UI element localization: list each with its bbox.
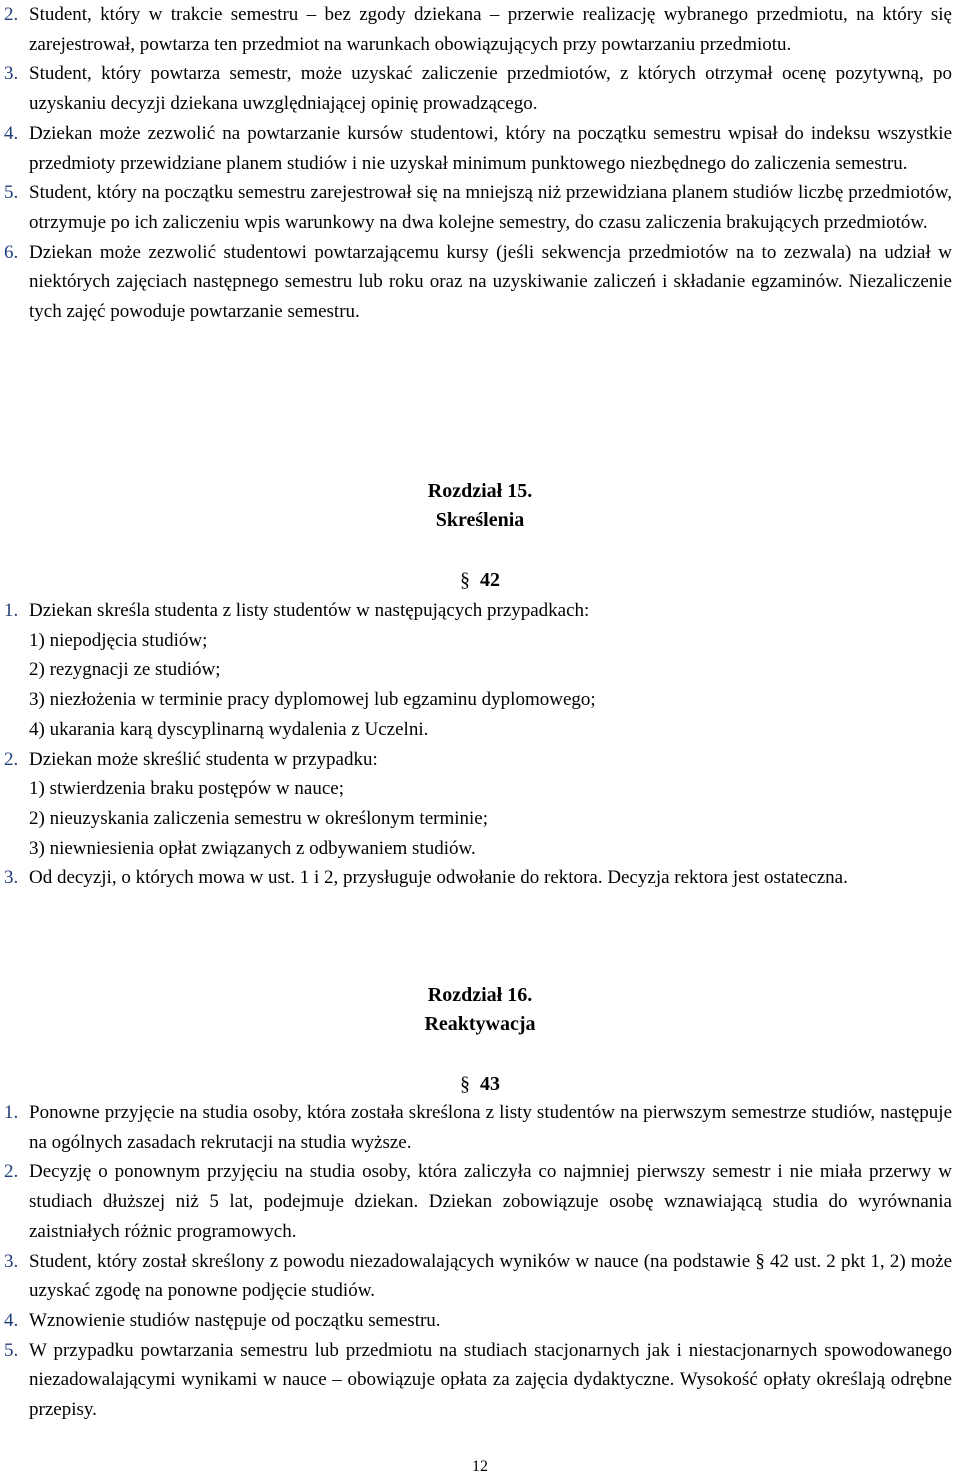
paragraph-number: 6.: [4, 241, 19, 263]
ch16-paragraph-5: [0, 1336, 960, 1425]
paragraph-number: 1.: [4, 600, 19, 621]
list-item: 2) nieuzyskania zaliczenia semestru w określonym terminie;: [29, 807, 489, 829]
paragraph-number: 3.: [4, 63, 19, 85]
paragraph-text: Student, który powtarza semestr, może uzyskać zaliczenie przedmiotów, z których otrzymał ocenę pozytywną, po uzyskaniu decyzji dziekana uwzględniającej opinię prowadzącego.: [29, 63, 952, 115]
paragraph-text: Wznowienie studiów następuje od początku semestru.: [29, 1309, 441, 1331]
chapter-15-title: Rozdział 15.: [427, 480, 533, 502]
paragraph-text: Dziekan może skreślić studenta w przypadku:: [29, 748, 378, 770]
ch15-paragraph-3: [0, 863, 960, 893]
paragraph-5: [0, 178, 960, 237]
ch16-paragraph-3: [0, 1247, 960, 1306]
paragraph-text: Ponowne przyjęcie na studia osoby, która została skreślona z listy studentów na pierwszym semestrze studiów, następuje na ogólnych zasadach rekrutacji na studia wyższe.: [29, 1102, 952, 1153]
list-item: 4) ukarania karą dyscyplinarną wydalenia z Uczelni.: [29, 718, 429, 740]
paragraph-text: Student, który na początku semestru zarejestrował się na mniejszą niż przewidziana planem studiów liczbę przedmiotów, otrzymuje po ich zaliczeniu wpis warunkowy na dwa kolejne semestry, do czasu zaliczenia brakujących przedmiotów.: [29, 182, 952, 233]
paragraph-text: W przypadku powtarzania semestru lub przedmiotu na studiach stacjonarnych jak i niestacjonarnych spowodowanego niezadowalającymi wynikami w nauce – obowiązuje opłata za zajęcia dydaktyczne. Wysokość opłaty określają odrębne przepisy.: [29, 1339, 952, 1421]
ch15-paragraph-1: [0, 596, 960, 626]
ch16-paragraph-2: [0, 1157, 960, 1246]
paragraph-number: 4.: [4, 122, 19, 144]
page-number: 12: [472, 1458, 488, 1475]
paragraph-number: 5.: [4, 1339, 19, 1361]
paragraph-number: 4.: [4, 1309, 19, 1331]
chapter-16-body: [0, 1078, 960, 1425]
paragraph-number: 2.: [4, 4, 19, 25]
list-item: 1) stwierdzenia braku postępów w nauce;: [29, 778, 344, 800]
paragraph-2: [0, 0, 960, 59]
paragraph-text: Dziekan skreśla studenta z listy studentów w następujących przypadkach:: [29, 600, 590, 621]
list-item: 3) niezłożenia w terminie pracy dyplomowej lub egzaminu dyplomowego;: [29, 689, 596, 711]
paragraph-number: 2.: [4, 1161, 19, 1183]
ch16-paragraph-1: [0, 1098, 960, 1157]
paragraph-text: Dziekan może zezwolić na powtarzanie kursów studentowi, który na początku semestru wpisał do indeksu wszystkie przedmioty przewidziane planem studiów i nie uzyskał minimum punktowego niezbędnego do zaliczenia semestru.: [29, 122, 952, 174]
list-item: 3) niewniesienia opłat związanych z odbywaniem studiów.: [29, 837, 476, 859]
section-number: 42: [480, 569, 500, 591]
paragraph-text: Decyzję o ponownym przyjęciu na studia osoby, która zaliczyła co najmniej pierwszy semestr i nie miała przerwy w studiach dłuższej niż 5 lat, podejmuje dziekan. Dziekan zobowiązuje osobę wznawiającą studia do wyrównania zaistniałych różnic programowych.: [29, 1161, 952, 1242]
paragraph-4: [0, 119, 960, 178]
paragraph-number: 1.: [4, 1102, 19, 1123]
paragraph-number: 3.: [4, 1250, 19, 1272]
paragraph-6: [0, 238, 960, 327]
paragraph-text: Dziekan może zezwolić studentowi powtarzającemu kursy (jeśli sekwencja przedmiotów na to zezwala) na udział w niektórych zajęciach następnego semestru lub roku oraz na uzyskiwanie zaliczeń i składanie egzaminów. Niezaliczenie tych zajęć powoduje powtarzanie semestru.: [29, 241, 952, 323]
ch16-paragraph-4: [0, 1306, 960, 1336]
section-number: 43: [480, 1073, 500, 1095]
chapter-16-title: Rozdział 16.: [427, 984, 533, 1006]
chapter-15-body: [0, 574, 960, 893]
paragraph-number: 5.: [4, 182, 19, 204]
ch15-paragraph-2: [0, 745, 960, 775]
paragraph-3: [0, 59, 960, 118]
list-item: 1) niepodjęcia studiów;: [29, 629, 208, 651]
section-symbol: §: [460, 1073, 470, 1095]
paragraph-text: Student, który został skreślony z powodu niezadowalających wyników w nauce (na podstawie § 42 ust. 2 pkt 1, 2) może uzyskać zgodę na ponowne podjęcie studiów.: [29, 1250, 952, 1302]
paragraph-number: 3.: [4, 867, 19, 889]
section-symbol: §: [460, 569, 470, 591]
chapter-16-subtitle: Reaktywacja: [424, 1013, 536, 1035]
list-item: 2) rezygnacji ze studiów;: [29, 659, 221, 681]
paragraph-number: 2.: [4, 748, 19, 770]
paragraph-text: Student, który w trakcie semestru – bez zgody dziekana – przerwie realizację wybranego przedmiotu, na który się zarejestrował, powtarza ten przedmiot na warunkach obowiązujących przy powtarzaniu przedmiotu.: [29, 4, 952, 55]
chapter-15-subtitle: Skreślenia: [435, 509, 525, 531]
paragraph-text: Od decyzji, o których mowa w ust. 1 i 2, przysługuje odwołanie do rektora. Decyzja rektora jest ostateczna.: [29, 867, 848, 889]
top-paragraphs: [0, 0, 960, 327]
